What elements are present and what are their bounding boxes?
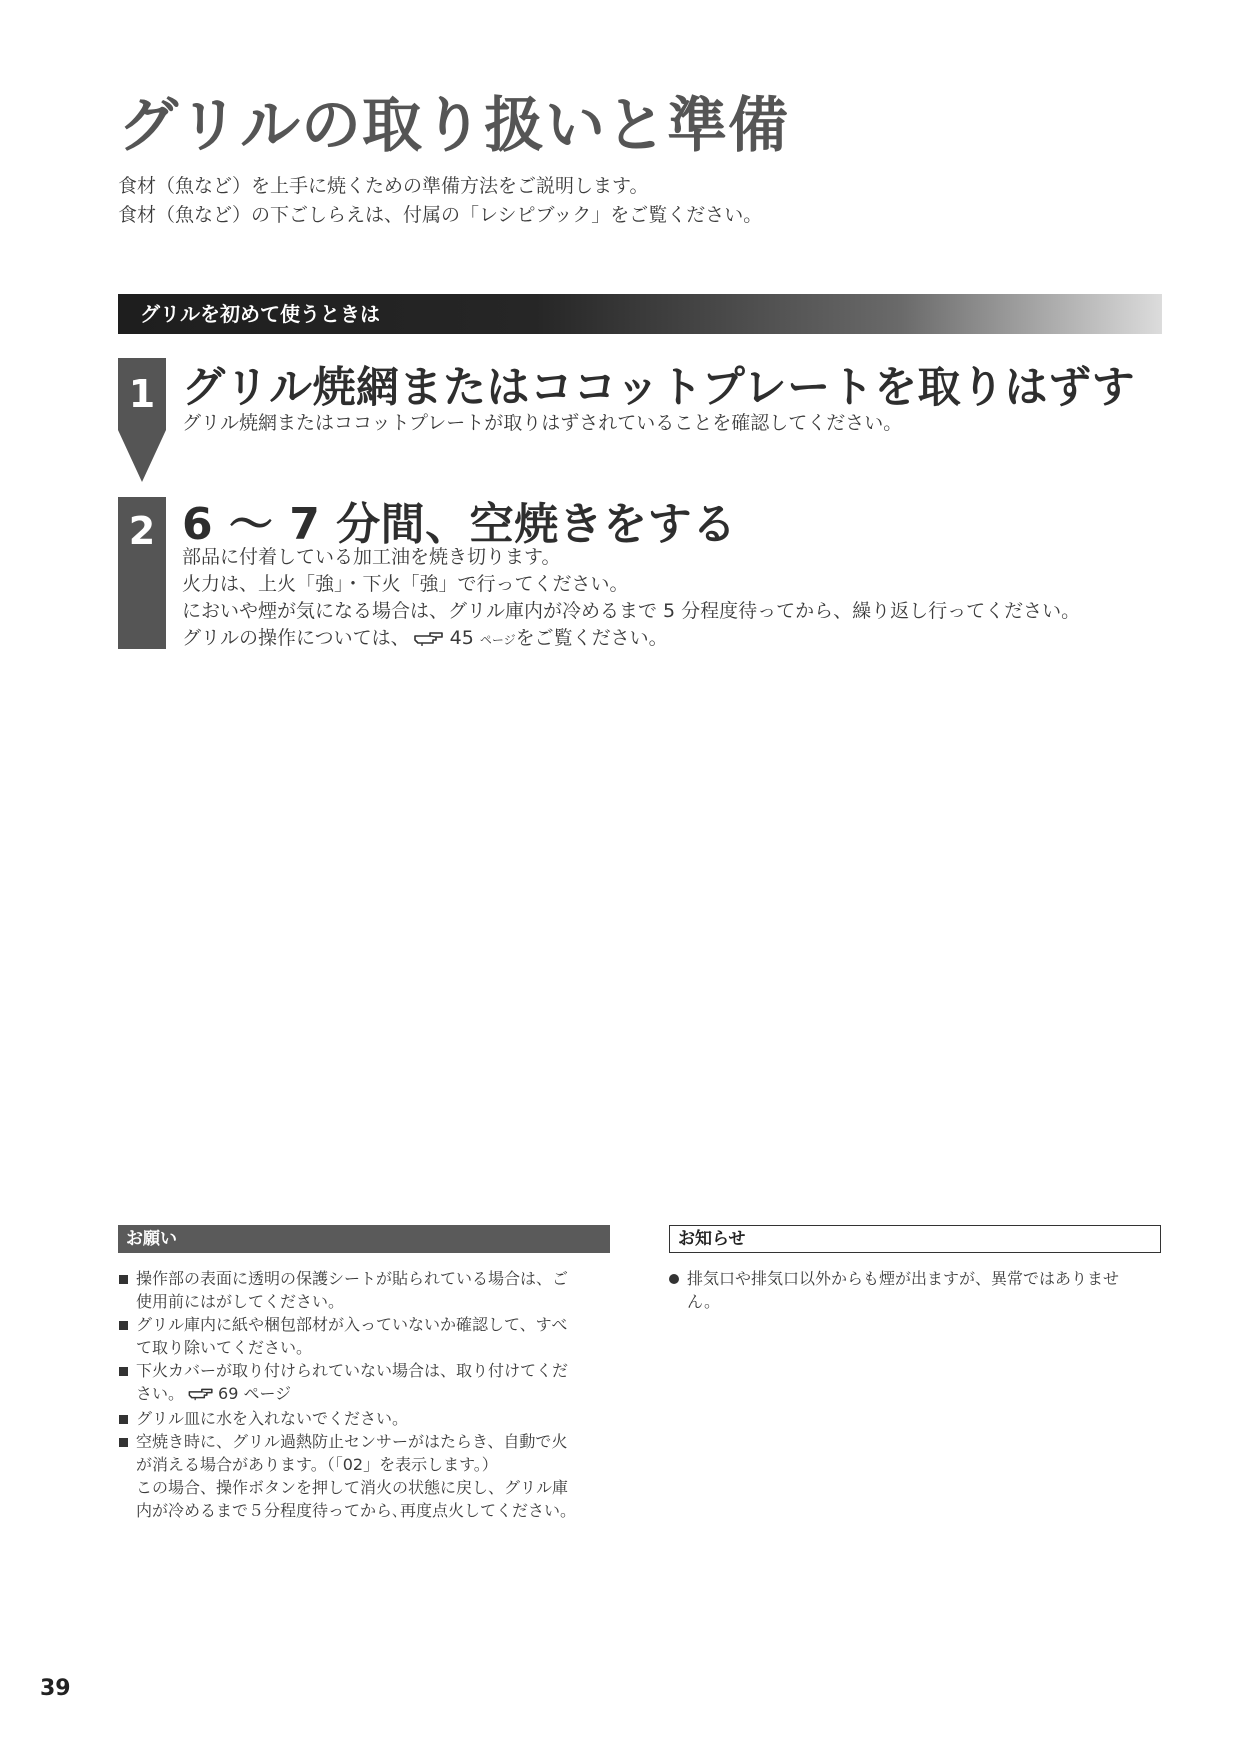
intro-text xyxy=(118,172,762,230)
step-2-marker xyxy=(118,497,166,649)
ref-text-before: さい。 xyxy=(136,1384,185,1403)
notice-list xyxy=(669,1267,1161,1313)
list-item-line: 内が冷めるまで５分程度待ってから､再度点火してください。 xyxy=(136,1501,577,1520)
list-item-line: が消える場合があります。（「02」を表示します。） xyxy=(136,1455,498,1474)
step-1-line: グリル焼網またはココットプレートが取りはずされていることを確認してください。 xyxy=(182,412,903,434)
ref-text-after: ページ xyxy=(238,1384,292,1403)
step-2-line: においや煙が気になる場合は、グリル庫内が冷めるまで 5 分程度待ってから、繰り返し行ってください。 xyxy=(182,600,1081,622)
square-bullet-icon xyxy=(119,1438,128,1447)
list-item-line: 空焼き時に、グリル過熱防止センサーがはたらき、自動で火 xyxy=(136,1432,568,1451)
step-2-line: 火力は、上火「強」・下火「強」で行ってください。 xyxy=(182,573,629,595)
notice-header: お知らせ xyxy=(669,1225,1161,1253)
pointing-hand-icon xyxy=(188,1384,214,1407)
ref-text-after: をご覧ください。 xyxy=(515,627,668,649)
step-number: 2 xyxy=(128,509,156,553)
notice-box xyxy=(669,1225,1161,1313)
step-2-reference-line xyxy=(182,625,1080,655)
list-item-line: 使用前にはがしてください。 xyxy=(136,1292,345,1311)
step-1-description xyxy=(182,410,902,437)
list-item-line: ん。 xyxy=(687,1292,720,1311)
list-item-line: 排気口や排気口以外からも煙が出ますが、異常ではありませ xyxy=(687,1269,1120,1288)
list-item xyxy=(118,1313,610,1359)
list-item xyxy=(118,1267,610,1313)
page-number: 39 xyxy=(40,1676,71,1701)
list-item xyxy=(118,1430,610,1522)
request-header: お願い xyxy=(118,1225,610,1253)
list-item-line: グリル庫内に紙や梱包部材が入っていないか確認して、すべ xyxy=(136,1315,568,1334)
square-bullet-icon xyxy=(119,1367,128,1376)
list-item-line: グリル皿に水を入れないでください。 xyxy=(136,1409,409,1428)
ref-page-number[interactable]: 69 xyxy=(218,1384,239,1403)
circle-bullet-icon xyxy=(669,1274,679,1284)
intro-line: 食材（魚など）の下ごしらえは、付属の「レシピブック」をご覧ください。 xyxy=(118,204,763,226)
list-item-line: この場合、操作ボタンを押して消火の状態に戻し、グリル庫 xyxy=(136,1478,569,1497)
step-number: 1 xyxy=(128,372,156,416)
list-item xyxy=(118,1407,610,1430)
pointing-hand-icon xyxy=(414,628,444,655)
square-bullet-icon xyxy=(119,1321,128,1330)
ref-text-before: グリルの操作については、 xyxy=(182,627,410,649)
square-bullet-icon xyxy=(119,1275,128,1284)
page-title: グリルの取り扱いと準備 xyxy=(118,91,789,161)
square-bullet-icon xyxy=(119,1415,128,1424)
list-item-line: 操作部の表面に透明の保護シートが貼られている場合は、ご xyxy=(136,1269,569,1288)
list-item xyxy=(669,1267,1161,1313)
section-title: グリルを初めて使うときは xyxy=(140,302,380,326)
request-box xyxy=(118,1225,610,1522)
intro-line: 食材（魚など）を上手に焼くための準備方法をご説明します。 xyxy=(118,175,649,197)
step-1-marker xyxy=(118,358,166,482)
step-1-heading: グリル焼網またはココットプレートを取りはずす xyxy=(182,363,1136,413)
list-item-line: 下火カバーが取り付けられていない場合は、取り付けてくだ xyxy=(136,1361,569,1380)
section-header-bar xyxy=(118,294,1162,334)
request-list xyxy=(118,1267,610,1522)
list-item-reference-line xyxy=(136,1382,610,1407)
ref-page-unit: ページ xyxy=(479,633,516,647)
step-2-description xyxy=(182,544,1080,655)
step-2-line: 部品に付着している加工油を焼き切ります。 xyxy=(182,546,561,568)
step-2-heading: 6 ～ 7 分間、空焼きをする xyxy=(182,499,737,550)
list-item xyxy=(118,1359,610,1407)
ref-page-number[interactable]: 45 xyxy=(449,627,474,649)
list-item-line: て取り除いてください。 xyxy=(136,1338,313,1357)
